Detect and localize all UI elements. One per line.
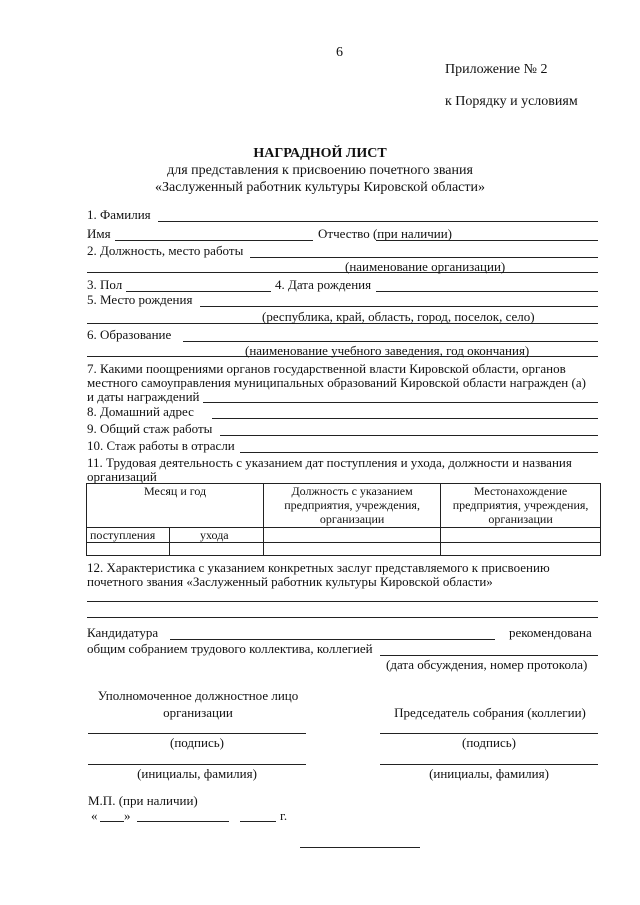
- sub-col-leave: ухода: [170, 528, 264, 543]
- official-title-1: Уполномоченное должностное лицо: [97, 688, 299, 703]
- date-day-field[interactable]: [100, 821, 124, 822]
- document-subtitle-1: для представления к присвоению почетного звания: [167, 163, 473, 178]
- cell-location[interactable]: [441, 543, 601, 556]
- meeting-label: общим собранием трудового коллектива, коллегией: [87, 641, 373, 656]
- date-close-quote: »: [124, 808, 131, 823]
- col-month-year: Месяц и год: [87, 484, 264, 528]
- cell-position[interactable]: [264, 543, 441, 556]
- birthplace-label: 5. Место рождения: [87, 292, 193, 307]
- appendix-subtitle: к Порядку и условиям: [445, 94, 578, 109]
- patronymic-field[interactable]: [376, 240, 598, 241]
- birthplace-hint: (республика, край, область, город, поселок, село): [262, 309, 535, 324]
- official-initials-field[interactable]: [88, 764, 306, 765]
- education-label: 6. Образование: [87, 327, 172, 342]
- cell-location[interactable]: [441, 528, 601, 543]
- birthdate-field[interactable]: [376, 291, 598, 292]
- chairman-title: Председатель собрания (коллегии): [394, 705, 586, 720]
- chairman-initials-field[interactable]: [380, 764, 598, 765]
- meeting-field[interactable]: [380, 655, 598, 656]
- candidacy-field[interactable]: [170, 639, 495, 640]
- date-open-quote: «: [91, 808, 98, 823]
- education-field[interactable]: [183, 341, 598, 342]
- cell-leave[interactable]: [170, 543, 264, 556]
- chairman-signature-hint: (подпись): [462, 735, 516, 750]
- name-field[interactable]: [115, 240, 313, 241]
- cell-start[interactable]: [87, 543, 170, 556]
- chairman-signature-field[interactable]: [380, 733, 598, 734]
- candidacy-label: Кандидатура: [87, 625, 159, 640]
- col-location: Местонахождение предприятия, учреждения, организации: [441, 484, 601, 528]
- position-field[interactable]: [250, 257, 598, 258]
- address-field[interactable]: [212, 418, 598, 419]
- page-number: 6: [336, 45, 343, 60]
- recommended-label: рекомендована: [509, 625, 592, 640]
- official-initials-hint: (инициалы, фамилия): [137, 766, 257, 781]
- bottom-separator: [300, 847, 420, 848]
- surname-field[interactable]: [158, 221, 598, 222]
- surname-label: 1. Фамилия: [87, 207, 151, 222]
- appendix-label: Приложение № 2: [445, 62, 548, 77]
- work-history-table: [86, 483, 601, 556]
- address-label: 8. Домашний адрес: [87, 404, 194, 419]
- awards-field[interactable]: [203, 402, 598, 403]
- col-position: Должность с указанием предприятия, учреждения, организации: [264, 484, 441, 528]
- date-year-field[interactable]: [240, 821, 276, 822]
- total-experience-label: 9. Общий стаж работы: [87, 421, 213, 436]
- official-signature-field[interactable]: [88, 733, 306, 734]
- birthplace-field[interactable]: [200, 306, 598, 307]
- awards-text-1: 7. Какими поощрениями органов государственной власти Кировской области, органов: [87, 361, 566, 376]
- patronymic-label: Отчество (при наличии): [318, 226, 453, 241]
- meeting-hint: (дата обсуждения, номер протокола): [386, 657, 588, 672]
- chairman-initials-hint: (инициалы, фамилия): [429, 766, 549, 781]
- position-label: 2. Должность, место работы: [87, 243, 244, 258]
- date-month-field[interactable]: [137, 821, 229, 822]
- branch-experience-label: 10. Стаж работы в отрасли: [87, 438, 235, 453]
- official-signature-hint: (подпись): [170, 735, 224, 750]
- organization-hint: (наименование организации): [345, 259, 506, 274]
- characteristic-field-2[interactable]: [87, 617, 598, 618]
- stamp-label: М.П. (при наличии): [88, 793, 198, 808]
- work-history-text-1: 11. Трудовая деятельность с указанием дат поступления и ухода, должности и названия: [87, 455, 572, 470]
- organization-field[interactable]: [87, 272, 598, 273]
- name-label: Имя: [87, 226, 111, 241]
- total-experience-field[interactable]: [220, 435, 598, 436]
- characteristic-text-1: 12. Характеристика с указанием конкретных заслуг представляемого к присвоению: [87, 560, 550, 575]
- awards-text-2: местного самоуправления муниципальных образований Кировской области награжден (а): [87, 375, 586, 390]
- branch-experience-field[interactable]: [240, 452, 598, 453]
- characteristic-text-2: почетного звания «Заслуженный работник культуры Кировской области»: [87, 574, 493, 589]
- characteristic-field-1[interactable]: [87, 601, 598, 602]
- sub-col-start: поступления: [87, 528, 170, 543]
- birthdate-label: 4. Дата рождения: [275, 277, 372, 292]
- education-hint: (наименование учебного заведения, год окончания): [245, 343, 530, 358]
- document-subtitle-2: «Заслуженный работник культуры Кировской области»: [154, 180, 485, 195]
- official-title-2: организации: [163, 705, 233, 720]
- sex-label: 3. Пол: [87, 277, 123, 292]
- cell-position[interactable]: [264, 528, 441, 543]
- work-history-text-2: организаций: [87, 469, 157, 484]
- year-suffix: г.: [280, 808, 288, 823]
- document-title: НАГРАДНОЙ ЛИСТ: [253, 146, 387, 161]
- awards-text-3: и даты награждений: [87, 389, 200, 404]
